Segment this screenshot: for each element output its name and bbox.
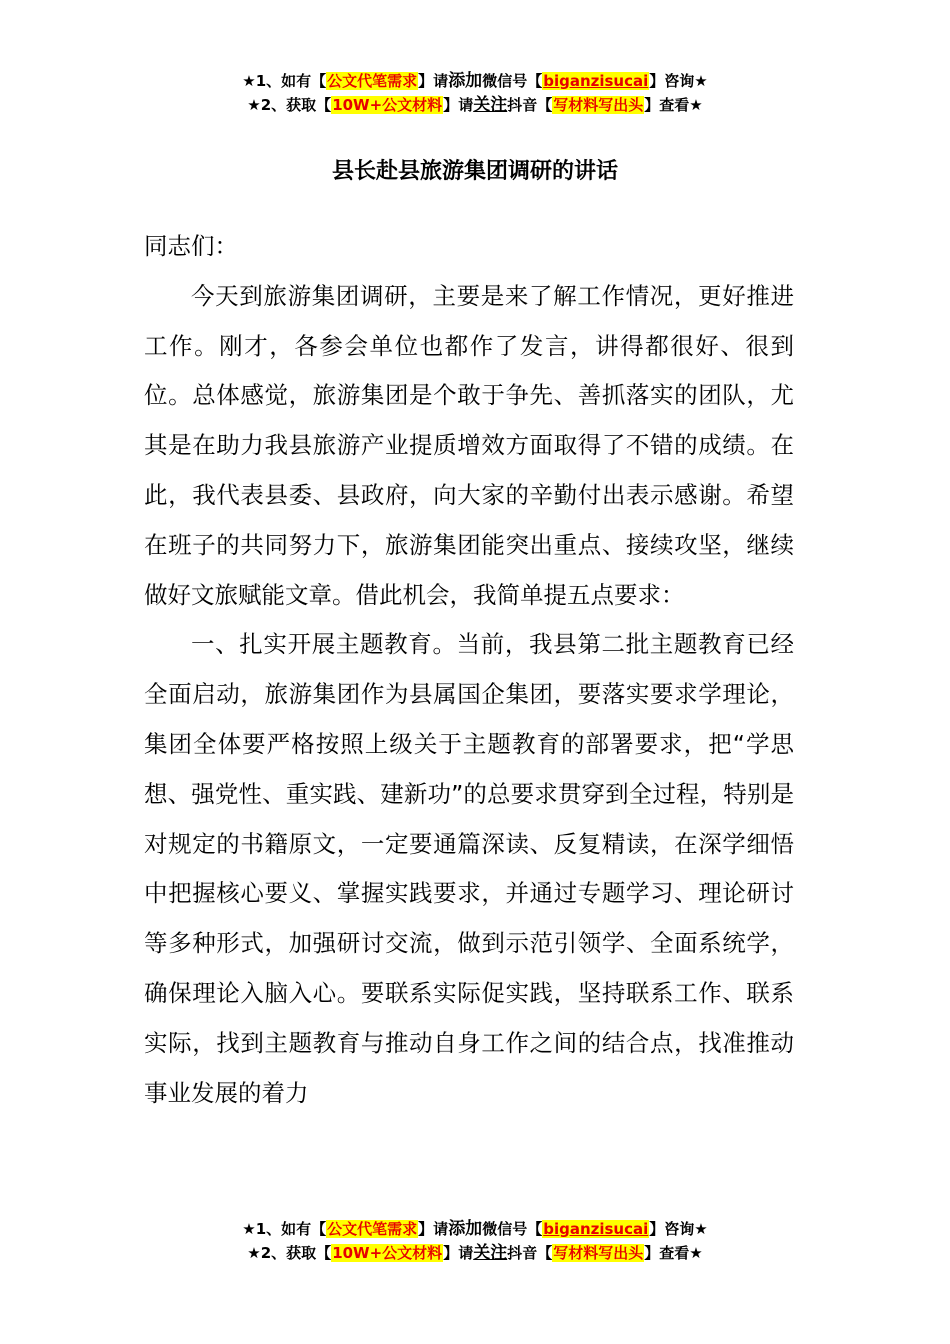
highlight-materials: 10W+公文材料 — [332, 1244, 443, 1262]
banner-emphasis: 关注 — [473, 95, 508, 115]
banner-text: 微信号【 — [482, 72, 543, 90]
paragraph-point-one: 一、扎实开展主题教育。当前，我县第二批主题教育已经全面启动，旅游集团作为县属国企集团，要落实要求学理论，集团全体要严格按照上级关于主题教育的部署要求，把“学思想、强党性、重实践、建新功”的总要求贯穿到全过程，特别是对规定的书籍原文，一定要通篇深读、反复精读，在深学细悟中把握核心要义、掌握实践要求，并通过专题学习、理论研讨等多种形式，加强研讨交流，做到示范引领学、全面系统学，确保理论入脑入心。要联系实际促实践，坚持联系工作、联系实际，找到主题教育与推动自身工作之间的结合点，找准推动事业发展的着力 — [144, 630, 794, 1107]
document-body — [144, 222, 794, 1118]
banner-text: 】查看★ — [644, 96, 703, 114]
banner-text: 】查看★ — [644, 1244, 703, 1262]
document-title: 县长赴县旅游集团调研的讲话 — [331, 159, 618, 184]
banner-emphasis: 添加 — [448, 71, 483, 91]
banner-text: 】请 — [443, 1244, 474, 1262]
banner-emphasis: 添加 — [448, 1219, 483, 1239]
header-banner — [0, 69, 950, 117]
banner-text: 抖音【 — [507, 1244, 553, 1262]
highlight-douyin-account: 写材料写出头 — [553, 96, 644, 114]
banner-text: 】请 — [418, 72, 449, 90]
footer-banner — [0, 1217, 950, 1265]
highlight-wechat-id: biganzisucai — [543, 1220, 649, 1238]
highlight-materials: 10W+公文材料 — [332, 96, 443, 114]
banner-text: 】请 — [443, 96, 474, 114]
banner-text: 】请 — [418, 1220, 449, 1238]
banner-line-1 — [0, 1217, 950, 1241]
banner-text: 】咨询★ — [649, 72, 708, 90]
banner-text: ★2、获取【 — [247, 1244, 332, 1262]
highlight-douyin-account: 写材料写出头 — [553, 1244, 644, 1262]
paragraph-intro: 今天到旅游集团调研，主要是来了解工作情况，更好推进工作。刚才，各参会单位也都作了发言，讲得都很好、很到位。总体感觉，旅游集团是个敢于争先、善抓落实的团队，尤其是在助力我县旅游产业提质增效方面取得了不错的成绩。在此，我代表县委、县政府，向大家的辛勤付出表示感谢。希望在班子的共同努力下，旅游集团能突出重点、接续攻坚，继续做好文旅赋能文章。借此机会，我简单提五点要求： — [144, 281, 794, 609]
banner-text: 抖音【 — [507, 96, 553, 114]
highlight-service: 公文代笔需求 — [327, 72, 418, 90]
banner-text: ★1、如有【 — [242, 1220, 327, 1238]
banner-text: ★2、获取【 — [247, 96, 332, 114]
banner-text: 微信号【 — [482, 1220, 543, 1238]
banner-line-2 — [0, 93, 950, 117]
banner-text: 】咨询★ — [649, 1220, 708, 1238]
banner-emphasis: 关注 — [473, 1243, 508, 1263]
banner-line-2 — [0, 1241, 950, 1265]
salutation: 同志们： — [144, 232, 238, 260]
banner-text: ★1、如有【 — [242, 72, 327, 90]
highlight-wechat-id: biganzisucai — [543, 72, 649, 90]
highlight-service: 公文代笔需求 — [327, 1220, 418, 1238]
banner-line-1 — [0, 69, 950, 93]
